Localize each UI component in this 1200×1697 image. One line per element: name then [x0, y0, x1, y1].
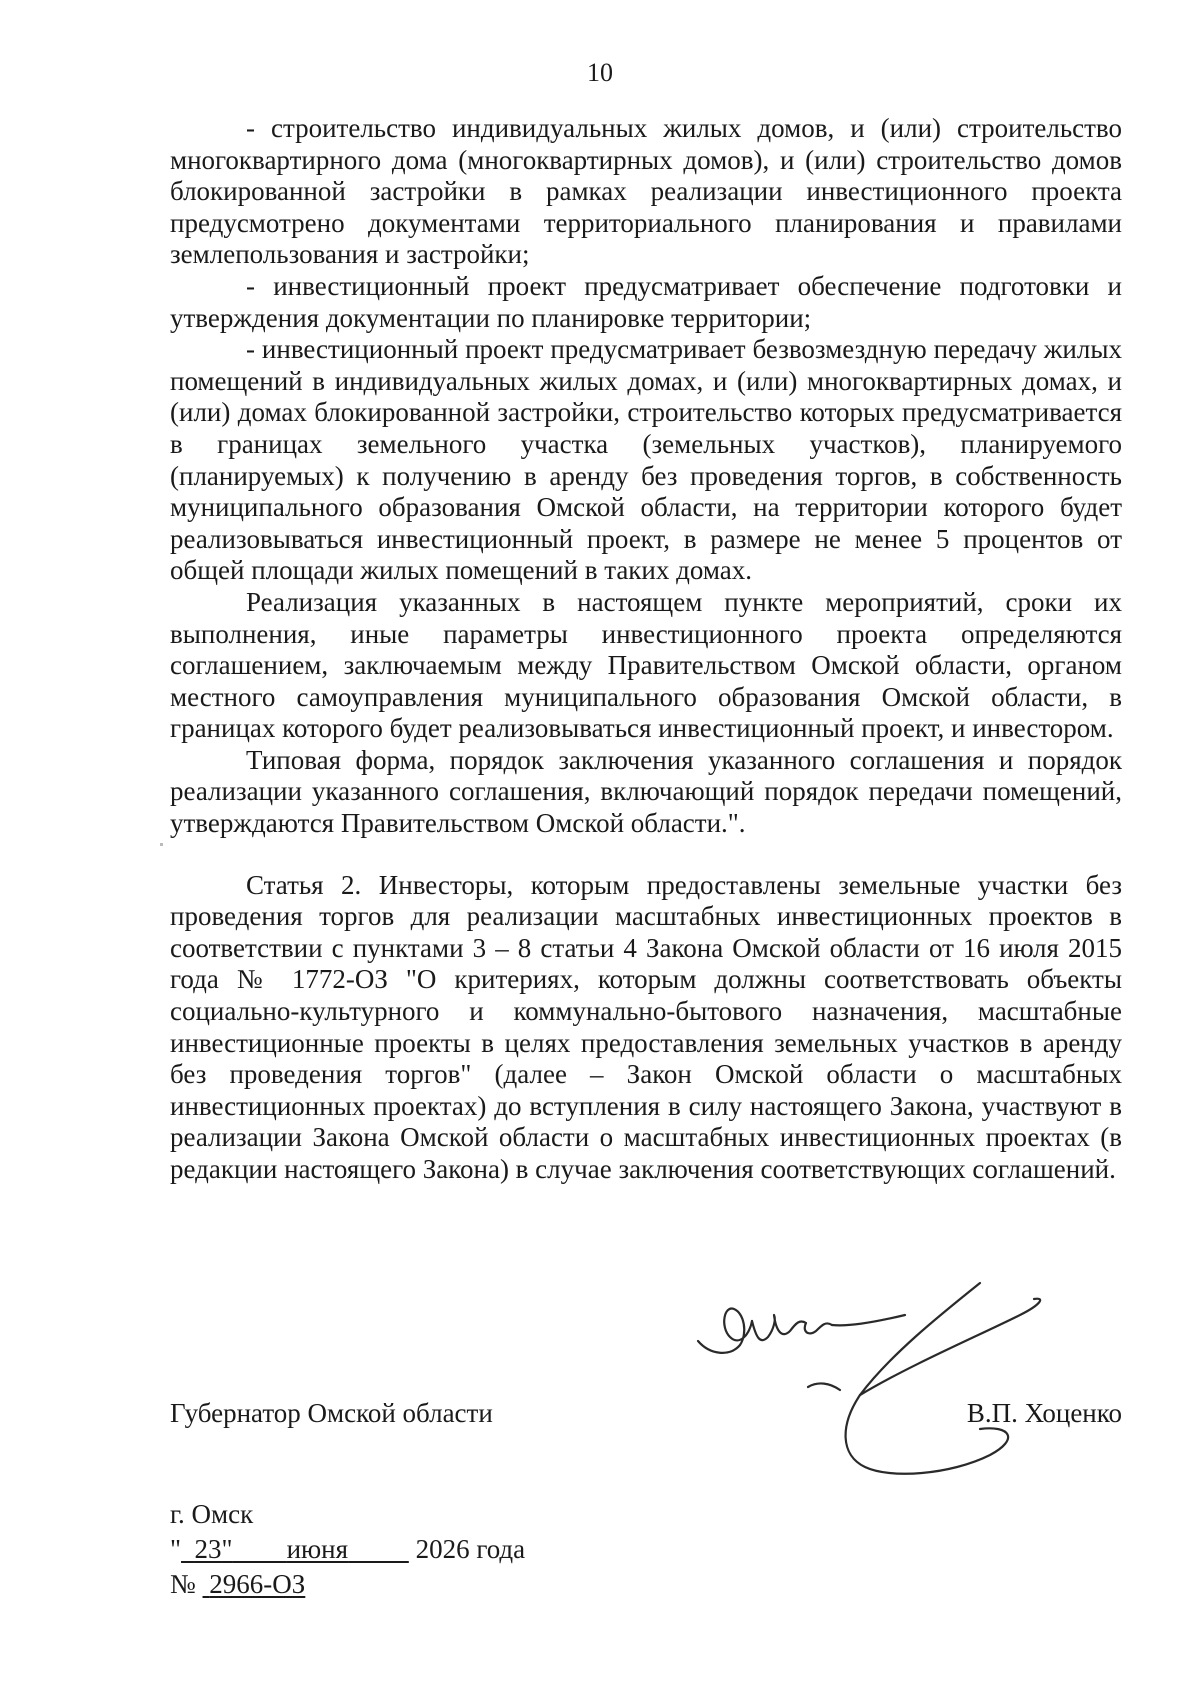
governor-title: Губернатор Омской области [170, 1398, 493, 1428]
scan-speck [160, 843, 163, 846]
paragraph-individual-houses: - строительство индивидуальных жилых домов, и (или) строительство многоквартирного дома (многоквартирных домов), и (или) строительство домов блокированной застройки в рамках реализации инвестиционного проекта предусмотрено документами территориального планирования и правилами землепользования и застройки; [170, 113, 1122, 270]
date-year: 2026 года [415, 1534, 526, 1564]
date-close-quote-line: " июня [221, 1534, 349, 1564]
page-number: 10 [587, 58, 613, 87]
governor-name: В.П. Хоценко [966, 1398, 1122, 1428]
paragraph-agreement-terms: Реализация указанных в настоящем пункте мероприятий, сроки их выполнения, иные параметры инвестиционного проекта определяются соглашением, заключаемым между Правительством Омской области, органом местного самоуправления муниципального образования Омской области, в границах которого будет реализовываться инвестиционный проект, и инвестором. [170, 586, 1122, 744]
handwritten-signature [690, 1275, 1110, 1515]
date-month: июня [286, 1534, 349, 1564]
signing-date [170, 1532, 525, 1567]
paragraph-article-2: Статья 2. Инвесторы, которым предоставлены земельные участки без проведения торгов для реализации масштабных инвестиционных проектов в соответствии с пунктами 3 – 8 статьи 4 Закона Омской области от 16 июля 2015 года № 1772-ОЗ "О критериях, которым должны соответствовать объекты социально-культурного и коммунально-бытового назначения, масштабные инвестиционные проекты в целях предоставления земельных участков в аренду без проведения торгов" (далее – Закон Омской области о масштабных инвестиционных проектах) до вступления в силу настоящего Закона, участвуют в реализации Закона Омской области о масштабных инвестиционных проектах (в редакции настоящего Закона) в случае заключения соответствующих соглашений. [170, 869, 1122, 1184]
date-open-quote: " [170, 1534, 182, 1564]
paragraph-free-transfer: - инвестиционный проект предусматривает безвозмездную передачу жилых помещений в индивидуальных жилых домах, и (или) многоквартирных домах, и (или) домах блокированной застройки, строительство которых предусматривается в границах земельного участка (земельных участков), планируемого (планируемых) к получению в аренду без проведения торгов, в собственность муниципального образования Омской области, на территории которого будет реализовываться инвестиционный проект, в размере не менее 5 процентов от общей площади жилых помещений в таких домах. [170, 334, 1122, 586]
number-sign: № [170, 1569, 196, 1599]
paragraph-territory-planning: - инвестиционный проект предусматривает обеспечение подготовки и утверждения документации по планировке территории; [170, 270, 1122, 333]
date-day: 23 [194, 1534, 222, 1564]
place-date-number [170, 1497, 525, 1602]
law-number-value: 2966-ОЗ [209, 1569, 306, 1599]
paragraph-standard-form: Типовая форма, порядок заключения указанного соглашения и порядок реализации указанного соглашения, включающий порядок передачи помещений, утверждаются Правительством Омской области.". [170, 744, 1122, 839]
place-city: г. Омск [170, 1499, 254, 1529]
law-number [170, 1567, 525, 1602]
document-body [170, 113, 1122, 1186]
